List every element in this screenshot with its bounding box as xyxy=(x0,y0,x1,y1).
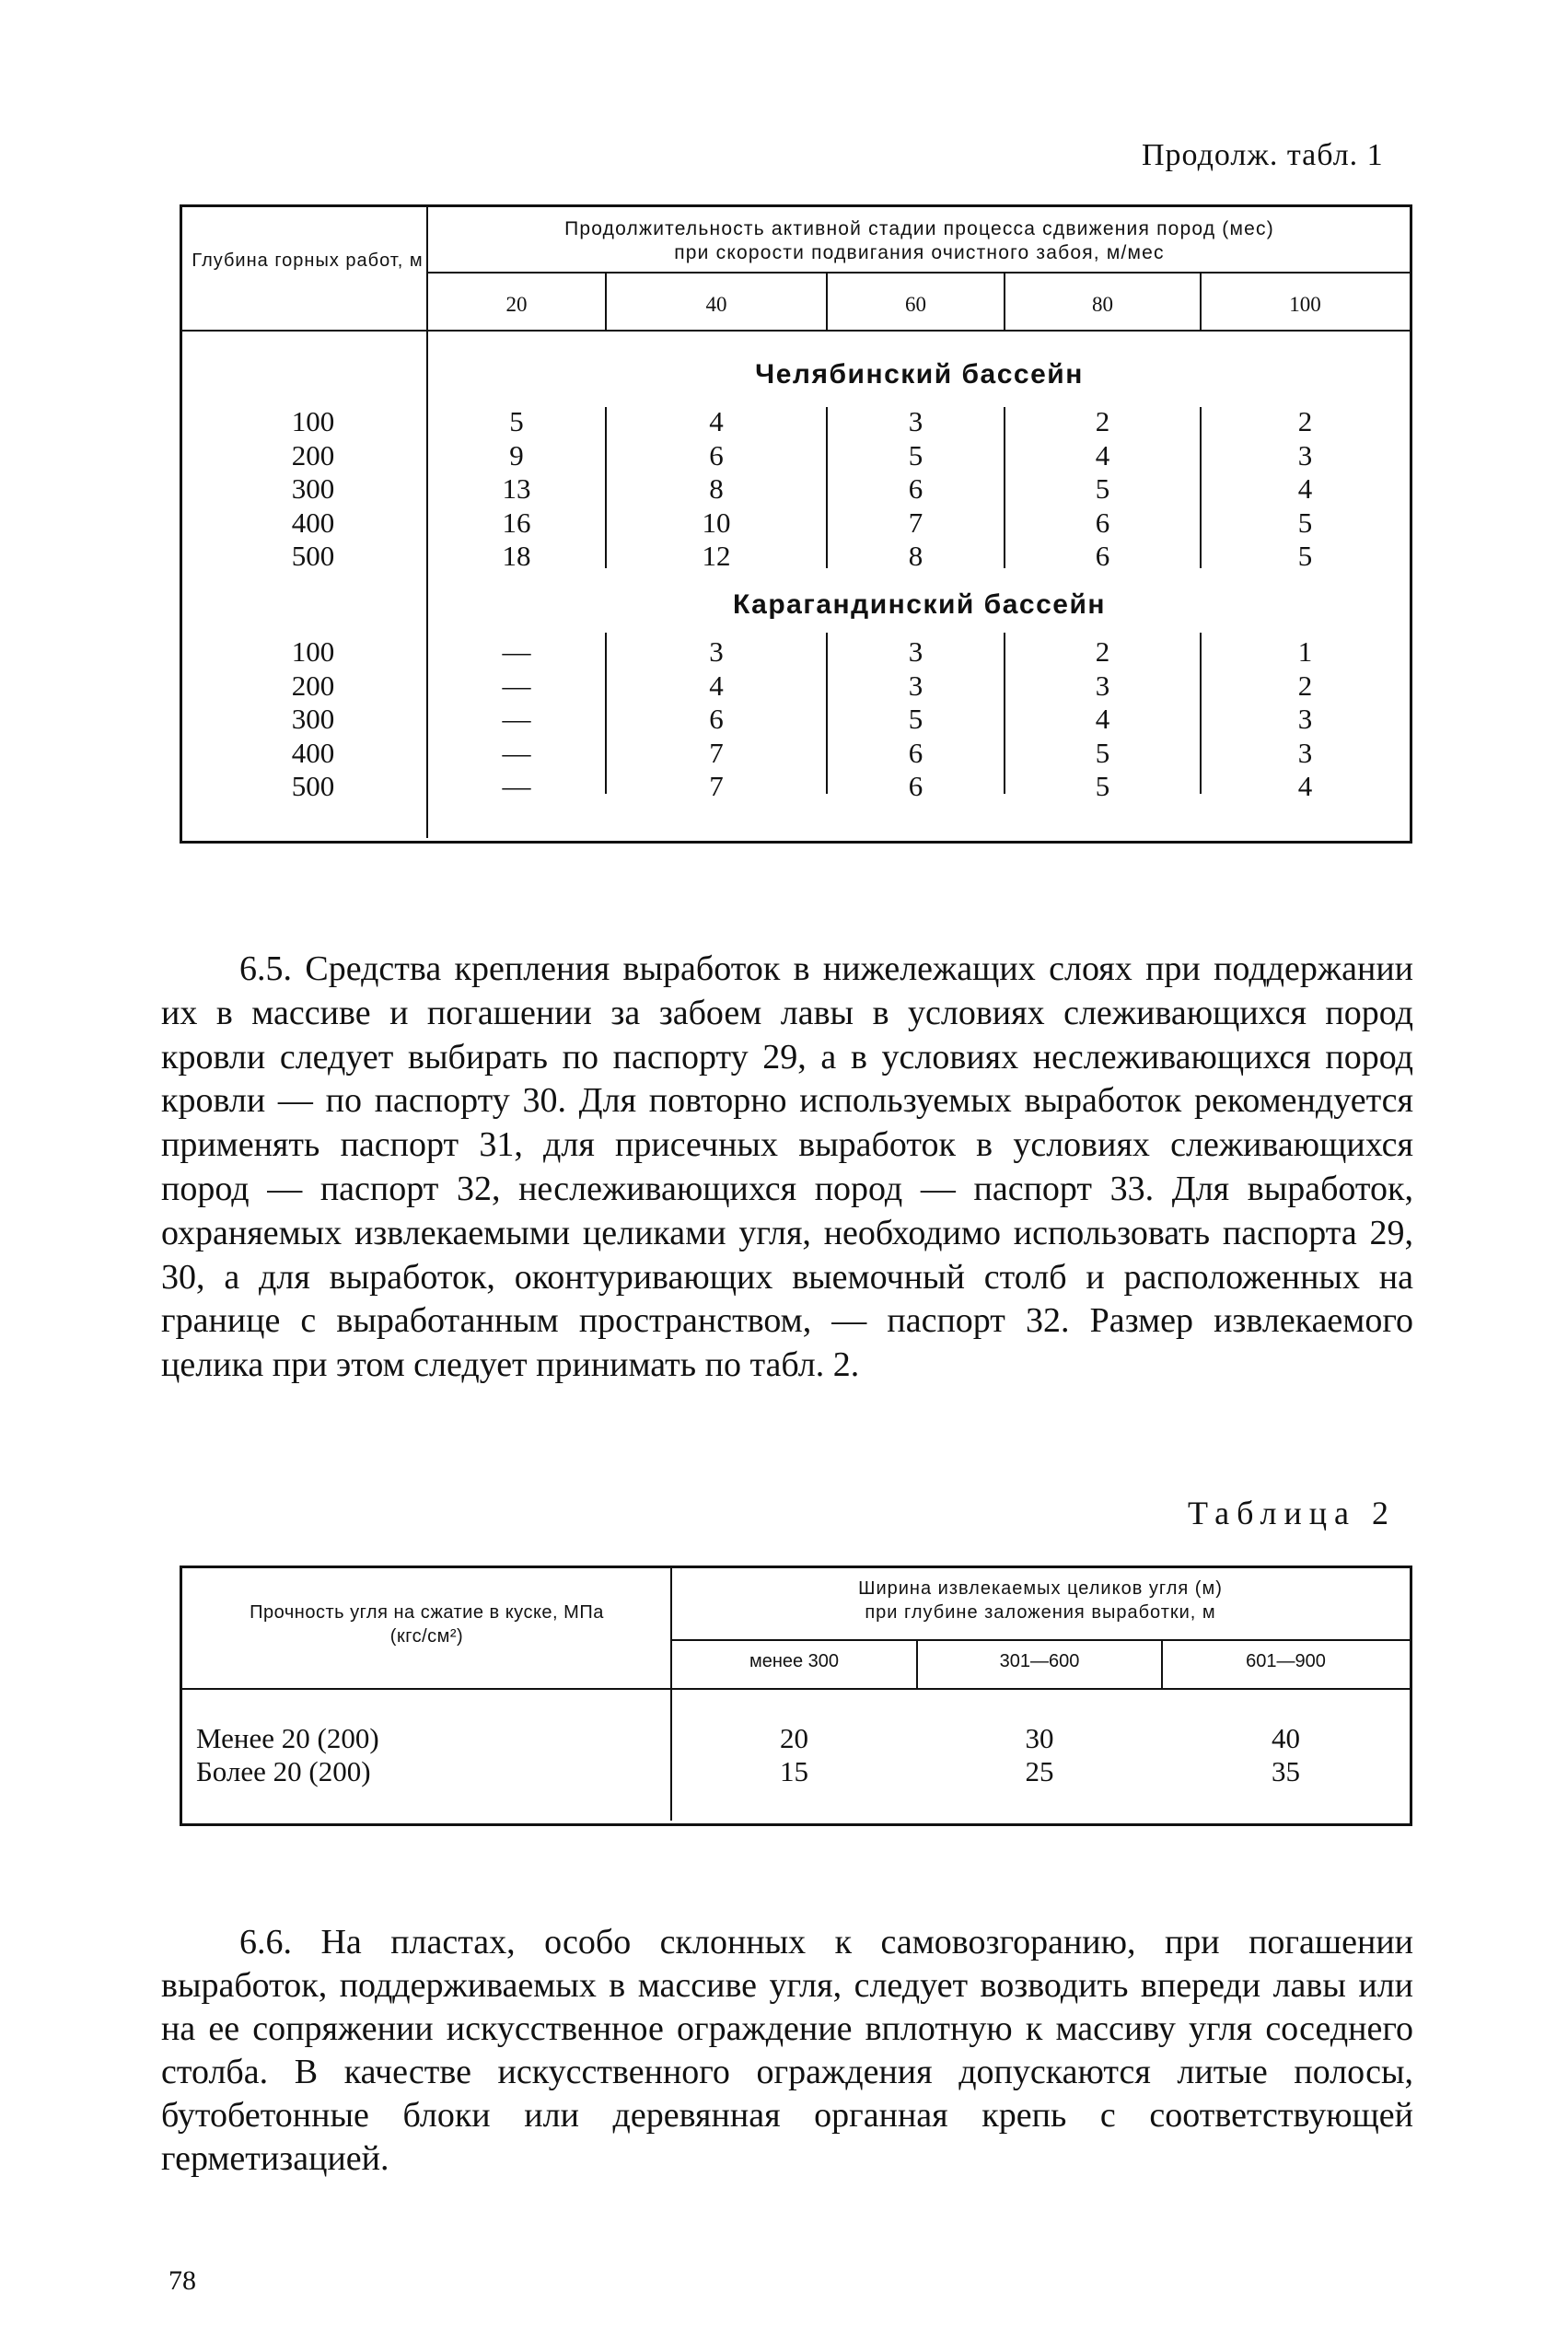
value-cell: 4 xyxy=(709,669,724,702)
duration-header-line-1: Продолжительность активной стадии процесса сдвижения пород (мес) xyxy=(564,218,1274,239)
value-cell: 4 xyxy=(1297,472,1313,505)
table-1 xyxy=(180,204,1411,842)
value-cell: 3 xyxy=(1297,438,1313,471)
value-cell: 3 xyxy=(1297,736,1313,769)
depth-cell: 100 xyxy=(291,405,335,437)
depth-cell: 400 xyxy=(291,736,335,769)
value-cell: 3 xyxy=(709,635,724,668)
paragraph-6-6 xyxy=(161,1921,1413,2181)
strength-header xyxy=(185,1600,668,1648)
value-cell: 5 xyxy=(1095,770,1110,802)
strength-header-line-2: (кгс/см²) xyxy=(389,1626,464,1647)
depth-cell: 400 xyxy=(291,506,335,539)
pillar-width-header-line-2: при глубине заложения выработки, м xyxy=(865,1602,1216,1623)
table-2-cell: 20 xyxy=(780,1722,808,1754)
value-cell: — xyxy=(502,736,531,769)
value-cell: 6 xyxy=(1095,540,1110,572)
table-2-row-label: Более 20 (200) xyxy=(196,1755,371,1787)
value-cell: 7 xyxy=(908,506,923,539)
value-cell: 16 xyxy=(502,506,531,539)
pillar-width-header xyxy=(672,1577,1409,1624)
value-column xyxy=(428,635,605,804)
value-cell: 4 xyxy=(1095,703,1110,735)
value-cell: 2 xyxy=(1297,669,1313,702)
value-cell: — xyxy=(502,669,531,702)
depth-cell: 200 xyxy=(291,669,335,702)
table-1-divider xyxy=(426,272,1411,274)
depth-range-header: 301—600 xyxy=(999,1651,1080,1671)
table-2-cell: 30 xyxy=(1025,1722,1054,1754)
depth-range-header: менее 300 xyxy=(749,1651,840,1671)
paragraph-6-5 xyxy=(161,948,1413,1388)
value-cell: 9 xyxy=(509,438,524,471)
speed-header: 80 xyxy=(1092,293,1113,316)
value-cell: — xyxy=(502,770,531,802)
value-cell: 6 xyxy=(709,438,724,471)
value-cell: 5 xyxy=(1297,540,1313,572)
pillar-width-header-line-1: Ширина извлекаемых целиков угля (м) xyxy=(858,1578,1223,1599)
value-column xyxy=(607,635,826,804)
table-1-divider xyxy=(180,330,1411,332)
depth-column xyxy=(253,405,373,574)
value-column xyxy=(607,405,826,574)
depth-cell: 100 xyxy=(291,635,335,668)
value-cell: 13 xyxy=(502,472,531,505)
value-cell: 7 xyxy=(709,736,724,769)
value-cell: 5 xyxy=(509,405,524,437)
depth-cell: 300 xyxy=(291,703,335,735)
value-cell: 4 xyxy=(709,405,724,437)
table-2-cell: 40 xyxy=(1272,1722,1300,1754)
value-cell: 1 xyxy=(1297,635,1313,668)
page-number: 78 xyxy=(168,2265,196,2296)
value-cell: 5 xyxy=(1297,506,1313,539)
value-cell: 18 xyxy=(502,540,531,572)
value-cell: 5 xyxy=(1095,472,1110,505)
value-column xyxy=(1202,405,1409,574)
depth-cell: 500 xyxy=(291,770,335,802)
speed-header: 60 xyxy=(905,293,926,316)
speed-header: 20 xyxy=(505,293,528,316)
depth-header: Глубина горных работ, м xyxy=(192,250,424,271)
table-2-cell: 25 xyxy=(1025,1755,1054,1787)
value-cell: 4 xyxy=(1095,438,1110,471)
value-cell: 5 xyxy=(908,703,923,735)
value-cell: 8 xyxy=(908,540,923,572)
depth-cell: 200 xyxy=(291,438,335,471)
depth-cell: 500 xyxy=(291,540,335,572)
value-cell: 12 xyxy=(702,540,731,572)
value-cell: 8 xyxy=(709,472,724,505)
speed-header: 40 xyxy=(705,293,727,316)
value-cell: 5 xyxy=(1095,736,1110,769)
value-cell: — xyxy=(502,635,531,668)
value-column xyxy=(428,405,605,574)
value-cell: 6 xyxy=(709,703,724,735)
value-cell: 6 xyxy=(908,770,923,802)
value-cell: 7 xyxy=(709,770,724,802)
basin-title: Челябинский бассейн xyxy=(755,359,1084,390)
value-cell: 5 xyxy=(908,438,923,471)
paragraph-6-5-text: 6.5. Средства крепления выработок в нижележащих слоях при поддержании их в массиве и погашении за забоем лавы в условиях слеживающихся пород кровли следует выбирать по паспорту 29, а в условиях неслеживающихся пород кровли — по паспорту 30. Для повторно используемых выработок рекомендуется применять паспорт 31, для присечных выработок в условиях слеживающихся пород — паспорт 32, неслеживающихся пород — паспорт 33. Для выработок, охраняемых извлекаемыми целиками угля, необходимо использовать паспорта 29, 30, а для выработок, оконтуривающих выемочный столб и расположенных на границе с выработанным пространством, — паспорт 32. Размер извлекаемого целика при этом следует принимать по табл. 2. xyxy=(161,949,1413,1385)
table-2-divider xyxy=(670,1639,1411,1641)
paragraph-6-6-text: 6.6. На пластах, особо склонных к самовозгоранию, при погашении выработок, поддерживаемых в массиве угля, следует возводить впереди лавы или на ее сопряжении искусственное ограждение вплотную к массиву угля соседнего столба. В качестве искусственного ограждения допускаются литые полосы, бутобетонные блоки или деревянная органная крепь с соответствующей герметизацией. xyxy=(161,1923,1413,2178)
value-cell: 3 xyxy=(908,669,923,702)
table-2-row-label: Менее 20 (200) xyxy=(196,1722,379,1754)
value-cell: 2 xyxy=(1297,405,1313,437)
value-column xyxy=(1005,635,1200,804)
value-column xyxy=(828,405,1004,574)
value-cell: 3 xyxy=(1095,669,1110,702)
value-cell: 6 xyxy=(908,736,923,769)
table-2-divider xyxy=(180,1688,1411,1690)
value-cell: 10 xyxy=(702,506,731,539)
value-cell: 2 xyxy=(1095,635,1110,668)
table-2-label: Таблица 2 xyxy=(1188,1495,1396,1531)
speed-header: 100 xyxy=(1289,293,1321,316)
depth-column xyxy=(253,635,373,804)
value-cell: 6 xyxy=(1095,506,1110,539)
value-column xyxy=(1005,405,1200,574)
table-2-cell: 35 xyxy=(1272,1755,1300,1787)
duration-header xyxy=(428,217,1411,265)
depth-range-header: 601—900 xyxy=(1246,1651,1326,1671)
table-2 xyxy=(180,1566,1411,1824)
value-cell: 2 xyxy=(1095,405,1110,437)
depth-cell: 300 xyxy=(291,472,335,505)
value-cell: 6 xyxy=(908,472,923,505)
strength-header-line-1: Прочность угля на сжатие в куске, МПа xyxy=(250,1602,604,1623)
value-cell: 4 xyxy=(1297,770,1313,802)
basin-title: Карагандинский бассейн xyxy=(732,589,1107,620)
value-column xyxy=(828,635,1004,804)
value-cell: 3 xyxy=(908,405,923,437)
value-cell: 3 xyxy=(1297,703,1313,735)
value-column xyxy=(1202,635,1409,804)
value-cell: — xyxy=(502,703,531,735)
table-2-cell: 15 xyxy=(780,1755,808,1787)
duration-header-line-2: при скорости подвигания очистного забоя, м/мес xyxy=(674,242,1165,263)
continuation-label: Продолж. табл. 1 xyxy=(1142,138,1384,172)
value-cell: 3 xyxy=(908,635,923,668)
